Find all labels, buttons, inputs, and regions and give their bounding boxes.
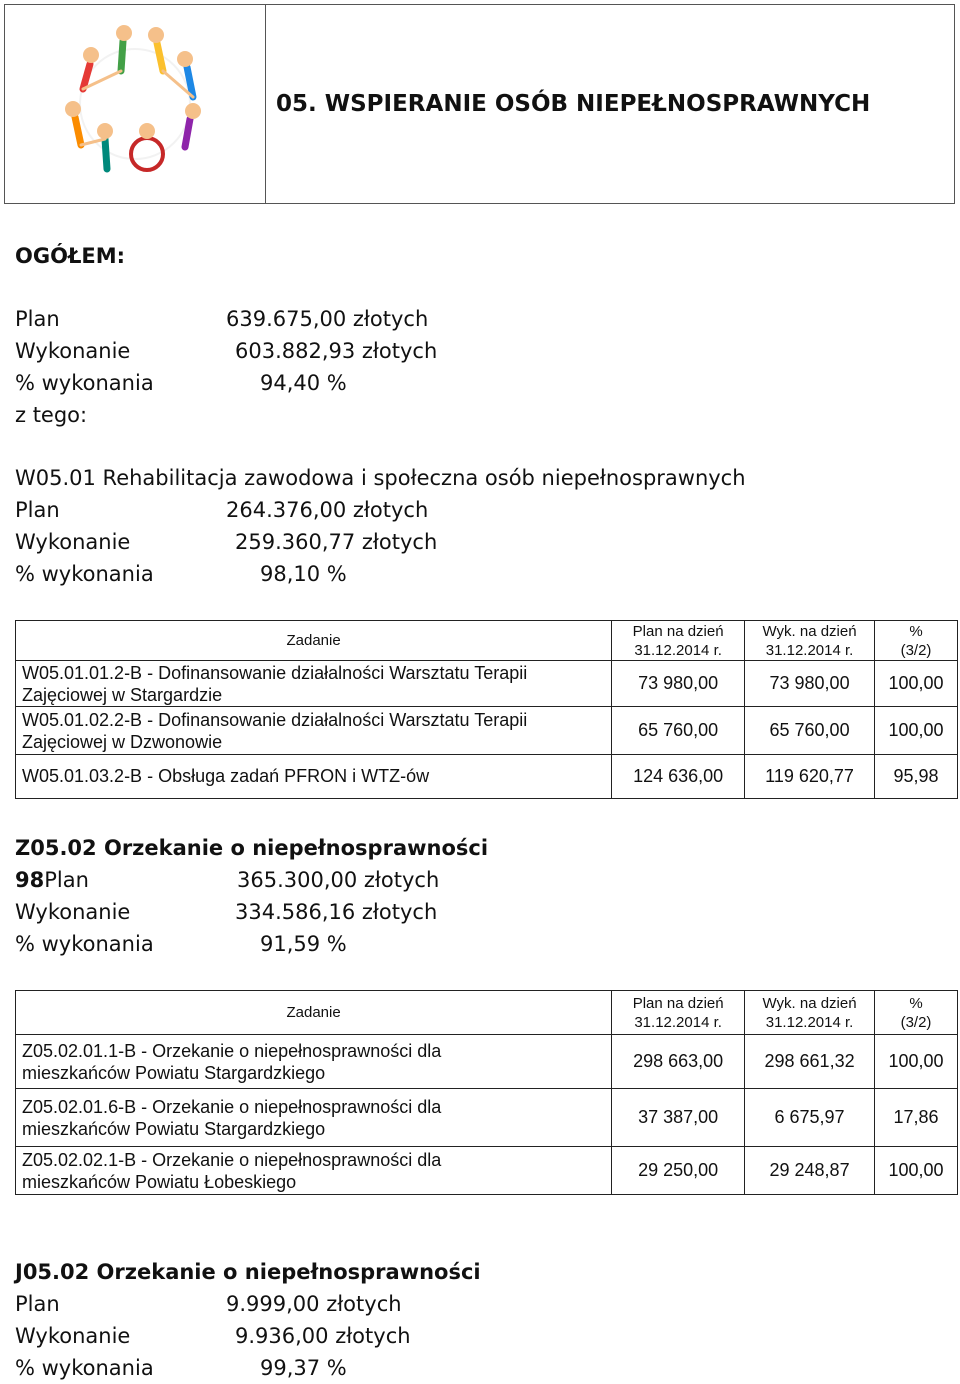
table-header-row — [16, 621, 958, 661]
section2-table — [15, 990, 958, 1195]
table-row — [16, 661, 958, 707]
table-row — [16, 1035, 958, 1089]
summary-plan-label: Plan — [15, 307, 60, 331]
wyk-cell: 298 661,32 — [745, 1035, 875, 1089]
plan-cell: 37 387,00 — [612, 1089, 745, 1147]
section2-heading: Z05.02 Orzekanie o niepełnosprawności — [15, 836, 489, 860]
wyk-cell: 29 248,87 — [745, 1147, 875, 1195]
plan-cell: 73 980,00 — [612, 661, 745, 707]
summary-pct-label: % wykonania — [15, 371, 154, 395]
pct-cell: 95,98 — [875, 755, 958, 799]
pct-cell: 100,00 — [875, 1035, 958, 1089]
pct-cell: 100,00 — [875, 707, 958, 755]
pct-cell: 100,00 — [875, 661, 958, 707]
section2-pct-value: 91,59 % — [260, 932, 347, 956]
summary-plan-value: 639.675,00 złotych — [226, 307, 429, 331]
task-cell: W05.01.02.2-B - Dofinansowanie działalności Warsztatu Terapii Zajęciowej w Dzwonowie — [16, 707, 612, 755]
section2-wyk-value: 334.586,16 złotych — [235, 900, 438, 924]
task-cell: Z05.02.01.1-B - Orzekanie o niepełnosprawności dla mieszkańców Powiatu Stargardzkiego — [16, 1035, 612, 1089]
col-header-pct: % (3/2) — [875, 621, 958, 661]
plan-cell: 29 250,00 — [612, 1147, 745, 1195]
task-cell: W05.01.03.2-B - Obsługa zadań PFRON i WTZ-ów — [16, 755, 612, 799]
table-row — [16, 1147, 958, 1195]
section2-pct-label: % wykonania — [15, 932, 154, 956]
wyk-cell: 73 980,00 — [745, 661, 875, 707]
wyk-cell: 6 675,97 — [745, 1089, 875, 1147]
col-header-zadanie: Zadanie — [16, 991, 612, 1035]
plan-cell: 65 760,00 — [612, 707, 745, 755]
col-header-wyk: Wyk. na dzień 31.12.2014 r. — [745, 621, 875, 661]
children-circle-icon — [35, 19, 235, 189]
col-header-plan: Plan na dzień 31.12.2014 r. — [612, 621, 745, 661]
section2-plan-value: 365.300,00 złotych — [237, 868, 440, 892]
summary-wyk-value: 603.882,93 złotych — [235, 339, 438, 363]
page-header — [4, 4, 955, 204]
plan-cell: 124 636,00 — [612, 755, 745, 799]
summary-wyk-label: Wykonanie — [15, 339, 131, 363]
section3-wyk-label: Wykonanie — [15, 1324, 131, 1348]
section3-plan-label: Plan — [15, 1292, 60, 1316]
section1-plan-label: Plan — [15, 498, 60, 522]
summary-heading: OGÓŁEM: — [15, 244, 126, 268]
section1-heading: W05.01 Rehabilitacja zawodowa i społeczna osób niepełnosprawnych — [15, 466, 746, 490]
col-header-wyk: Wyk. na dzień 31.12.2014 r. — [745, 991, 875, 1035]
section3-heading: J05.02 Orzekanie o niepełnosprawności — [15, 1260, 481, 1284]
section1-table — [15, 620, 958, 799]
col-header-plan: Plan na dzień 31.12.2014 r. — [612, 991, 745, 1035]
section1-wyk-label: Wykonanie — [15, 530, 131, 554]
section2-plan-label: Plan — [44, 868, 89, 892]
pct-cell: 17,86 — [875, 1089, 958, 1147]
logo-image — [5, 5, 266, 203]
section3-pct-label: % wykonania — [15, 1356, 154, 1380]
wyk-cell: 65 760,00 — [745, 707, 875, 755]
table-row — [16, 1089, 958, 1147]
col-header-zadanie: Zadanie — [16, 621, 612, 661]
section2-wyk-label: Wykonanie — [15, 900, 131, 924]
wyk-cell: 119 620,77 — [745, 755, 875, 799]
section1-pct-value: 98,10 % — [260, 562, 347, 586]
section1-pct-label: % wykonania — [15, 562, 154, 586]
section1-plan-value: 264.376,00 złotych — [226, 498, 429, 522]
col-header-pct: % (3/2) — [875, 991, 958, 1035]
section2-prefix: 98 — [15, 868, 45, 892]
section3-wyk-value: 9.936,00 złotych — [235, 1324, 411, 1348]
task-cell: Z05.02.01.6-B - Orzekanie o niepełnosprawności dla mieszkańców Powiatu Stargardzkiego — [16, 1089, 612, 1147]
page-title: 05. WSPIERANIE OSÓB NIEPEŁNOSPRAWNYCH — [276, 91, 871, 117]
plan-cell: 298 663,00 — [612, 1035, 745, 1089]
task-cell: Z05.02.02.1-B - Orzekanie o niepełnosprawności dla mieszkańców Powiatu Łobeskiego — [16, 1147, 612, 1195]
table-row — [16, 707, 958, 755]
section1-wyk-value: 259.360,77 złotych — [235, 530, 438, 554]
pct-cell: 100,00 — [875, 1147, 958, 1195]
section2-plan-label-group — [15, 870, 89, 891]
section3-pct-value: 99,37 % — [260, 1356, 347, 1380]
task-cell: W05.01.01.2-B - Dofinansowanie działalności Warsztatu Terapii Zajęciowej w Stargardzie — [16, 661, 612, 707]
table-row — [16, 755, 958, 799]
section3-plan-value: 9.999,00 złotych — [226, 1292, 402, 1316]
summary-ztego: z tego: — [15, 403, 88, 427]
summary-pct-value: 94,40 % — [260, 371, 347, 395]
table-header-row — [16, 991, 958, 1035]
